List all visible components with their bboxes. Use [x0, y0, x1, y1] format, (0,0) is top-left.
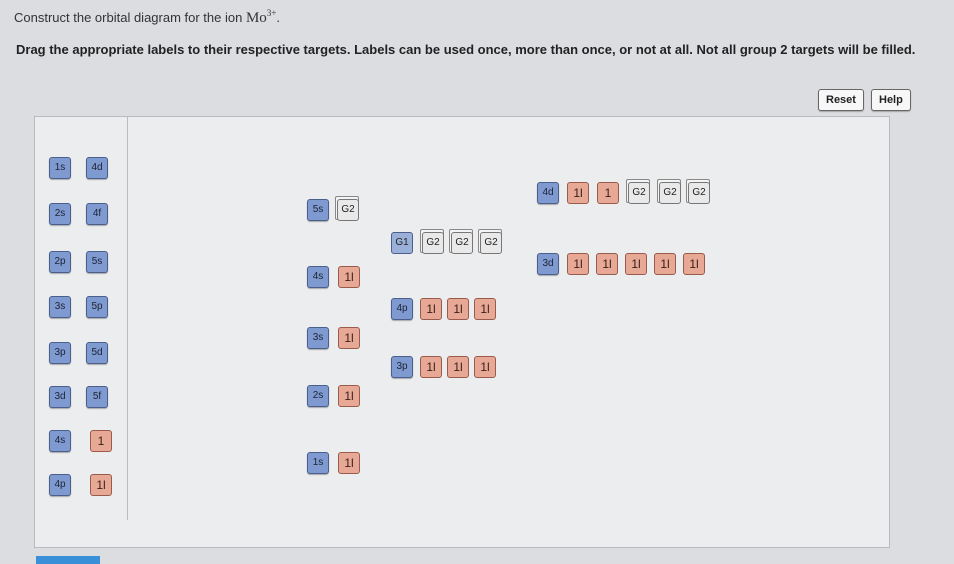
orbital-label-3p: 3p: [391, 356, 413, 378]
label-5d[interactable]: 5d: [86, 342, 108, 364]
orbital-3p-box-1[interactable]: 1l: [420, 356, 442, 378]
orbital-4d-target-3[interactable]: G2: [628, 182, 650, 204]
orbital-3s-box[interactable]: 1l: [338, 327, 360, 349]
label-2p[interactable]: 2p: [49, 251, 71, 273]
orbital-5s-target[interactable]: G2: [337, 199, 359, 221]
electron-pair[interactable]: 1l: [90, 474, 112, 496]
prompt-text: Construct the orbital diagram for the ion: [14, 10, 243, 25]
group2-target-3[interactable]: G2: [480, 232, 502, 254]
orbital-4p-box-1[interactable]: 1l: [420, 298, 442, 320]
orbital-label-3s: 3s: [307, 327, 329, 349]
orbital-3d-box-3[interactable]: 1l: [625, 253, 647, 275]
orbital-4d-target-4[interactable]: G2: [659, 182, 681, 204]
orbital-label-2s: 2s: [307, 385, 329, 407]
progress-accent-bar: [36, 556, 100, 564]
orbital-3d-box-4[interactable]: 1l: [654, 253, 676, 275]
label-4s[interactable]: 4s: [49, 430, 71, 452]
label-3s[interactable]: 3s: [49, 296, 71, 318]
ion-symbol: Mo: [245, 10, 267, 26]
reset-button[interactable]: Reset: [818, 89, 864, 111]
label-2s[interactable]: 2s: [49, 203, 71, 225]
orbital-label-4s: 4s: [307, 266, 329, 288]
orbital-label-5s: 5s: [307, 199, 329, 221]
orbital-3p-box-3[interactable]: 1l: [474, 356, 496, 378]
orbital-1s-box[interactable]: 1l: [338, 452, 360, 474]
orbital-3d-box-2[interactable]: 1l: [596, 253, 618, 275]
orbital-label-4p: 4p: [391, 298, 413, 320]
help-button[interactable]: Help: [871, 89, 911, 111]
label-5s[interactable]: 5s: [86, 251, 108, 273]
label-1s[interactable]: 1s: [49, 157, 71, 179]
ion-formula: [246, 10, 276, 26]
question-prompt: [14, 8, 280, 27]
orbital-label-4d: 4d: [537, 182, 559, 204]
orbital-3d-box-5[interactable]: 1l: [683, 253, 705, 275]
group2-target-1[interactable]: G2: [422, 232, 444, 254]
group2-target-2[interactable]: G2: [451, 232, 473, 254]
orbital-4s-box[interactable]: 1l: [338, 266, 360, 288]
label-5p[interactable]: 5p: [86, 296, 108, 318]
label-3p[interactable]: 3p: [49, 342, 71, 364]
label-4d[interactable]: 4d: [86, 157, 108, 179]
label-4f[interactable]: 4f: [86, 203, 108, 225]
group1-target[interactable]: G1: [391, 232, 413, 254]
ion-charge: 3+: [266, 8, 277, 18]
orbital-3p-box-2[interactable]: 1l: [447, 356, 469, 378]
label-5f[interactable]: 5f: [86, 386, 108, 408]
prompt-period: .: [276, 10, 281, 25]
orbital-4d-target-5[interactable]: G2: [688, 182, 710, 204]
label-4p[interactable]: 4p: [49, 474, 71, 496]
orbital-4d-box-2[interactable]: 1: [597, 182, 619, 204]
electron-single-up[interactable]: 1: [90, 430, 112, 452]
orbital-4p-box-3[interactable]: 1l: [474, 298, 496, 320]
instructions: Drag the appropriate labels to their respective targets. Labels can be used once, more than once, or not at all. Not all group 2 targets will be filled.: [16, 42, 916, 57]
label-3d[interactable]: 3d: [49, 386, 71, 408]
orbital-label-3d: 3d: [537, 253, 559, 275]
orbital-2s-box[interactable]: 1l: [338, 385, 360, 407]
orbital-3d-box-1[interactable]: 1l: [567, 253, 589, 275]
drag-drop-workspace: [34, 116, 890, 548]
orbital-4d-box-1[interactable]: 1l: [567, 182, 589, 204]
orbital-label-1s: 1s: [307, 452, 329, 474]
orbital-4p-box-2[interactable]: 1l: [447, 298, 469, 320]
